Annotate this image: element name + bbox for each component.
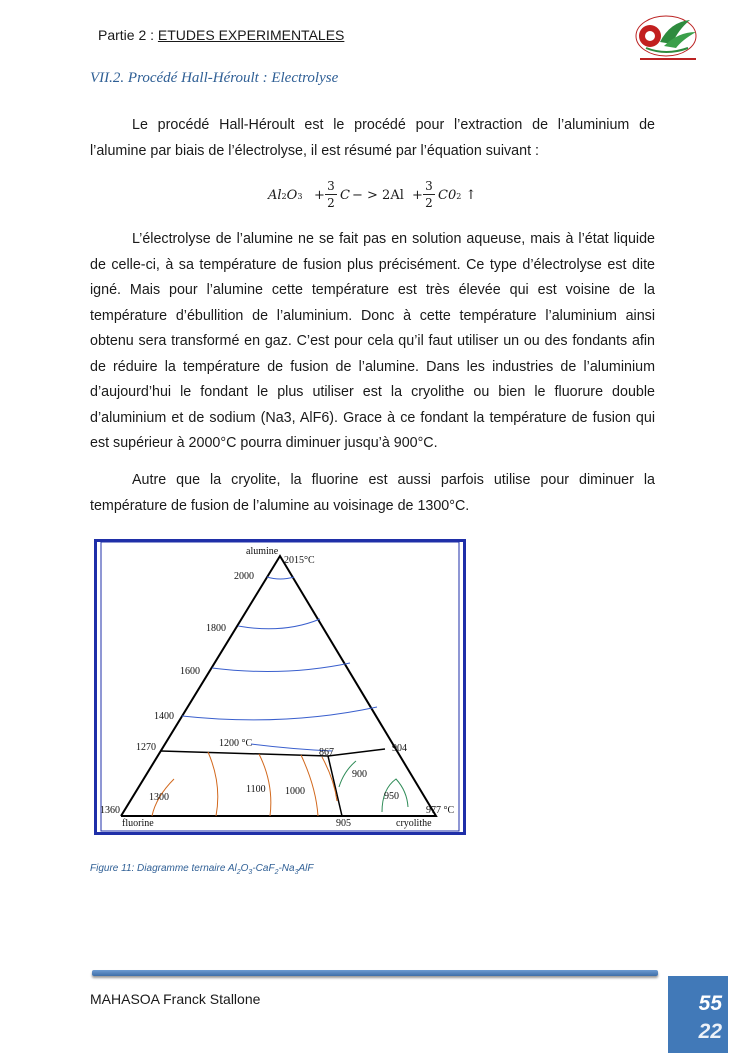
section-title: VII.2. Procédé Hall-Héroult : Electrolyse [90, 70, 339, 86]
label-867: 867 [319, 747, 334, 758]
institution-logo-icon [632, 12, 704, 64]
label-977: 977 °C [426, 805, 455, 816]
header-prefix: Partie 2 : [98, 27, 158, 43]
label-alumine: alumine [246, 546, 279, 557]
paragraph-2 [90, 227, 655, 457]
eq-reactant-2: C [340, 188, 350, 203]
eq-plus-1: + [314, 188, 325, 203]
label-1000: 1000 [285, 786, 305, 797]
label-1200: 1200 °C [219, 738, 253, 749]
label-950: 950 [384, 791, 399, 802]
eq-plus-2: + [412, 188, 423, 203]
paragraph-3 [90, 468, 655, 519]
label-1360: 1360 [100, 805, 120, 816]
eq-fraction-1: 3 2 [324, 178, 338, 211]
label-900: 900 [352, 769, 367, 780]
label-1270: 1270 [136, 742, 156, 753]
diagram-frame [96, 541, 465, 834]
label-1100: 1100 [246, 784, 266, 795]
eq-arrow: − > 2Al [352, 188, 404, 203]
label-2000: 2000 [234, 571, 254, 582]
paragraph-1 [90, 113, 655, 164]
label-1600: 1600 [180, 666, 200, 677]
header-title: ETUDES EXPERIMENTALES [157, 27, 345, 43]
ternary-diagram [94, 539, 466, 835]
label-cryolithe: cryolithe [396, 818, 432, 829]
paragraph-1-text: Le procédé Hall-Héroult est le procédé pour l’extraction de l’aluminium de l’alumine par biais de l’électrolyse, il est résumé par l’équation suivant : [90, 117, 655, 159]
label-1800: 1800 [206, 623, 226, 634]
label-1400: 1400 [154, 711, 174, 722]
label-904: 904 [392, 743, 407, 754]
label-905: 905 [336, 818, 351, 829]
figure-caption: Figure 11: Diagramme ternaire $Al_2O_3-CaF_2-Na_3AlF$ [90, 863, 314, 876]
footer-divider [92, 970, 658, 976]
paragraph-3-text: Autre que la cryolite, la fluorine est aussi parfois utilise pour diminuer la température de fusion de l’alumine au voisinage de 1300°C. [90, 472, 655, 514]
eq-product-2: C02 ↑ [438, 188, 477, 203]
page-header [98, 27, 344, 43]
eq-reactant-1: Al2O3 [268, 188, 303, 203]
label-1300: 1300 [149, 792, 169, 803]
eq-fraction-2: 3 2 [422, 178, 436, 211]
chemical-equation [268, 178, 488, 218]
footer-author: MAHASOA Franck Stallone [90, 991, 261, 1007]
label-fluorine: fluorine [122, 818, 154, 829]
page-number: 55 [698, 992, 722, 1015]
label-2015: 2015°C [284, 555, 315, 566]
page-number-box [668, 976, 728, 1053]
paragraph-2-text: L’électrolyse de l’alumine ne se fait pas en solution aqueuse, mais à l’état liquide de celle-ci, à sa température de fusion plus précisément. Ce type d’électrolyse est dite igné. Mais pour l’alumine cette température est très élevée qui est voisine de la température d’ébullition de l’aluminium. Donc à cette température l’aluminium ainsi obtenu sera transformé en gaz. C’est pour cela qu’il faut utiliser un ou des fondants afin de réduire la température de fusion de l’alumine. Dans les industries de l’aluminium d’aujourd’hui le fondant le plus utiliser est la cryolithe ou bien le fluorure double d’aluminium et de sodium (Na3, AlF6). Grace à ce fondant la température de fusion qui est supérieur à 2000°C pourra diminuer jusqu’à 900°C. [90, 231, 655, 451]
page-number-overflow: 22 [698, 1020, 722, 1043]
